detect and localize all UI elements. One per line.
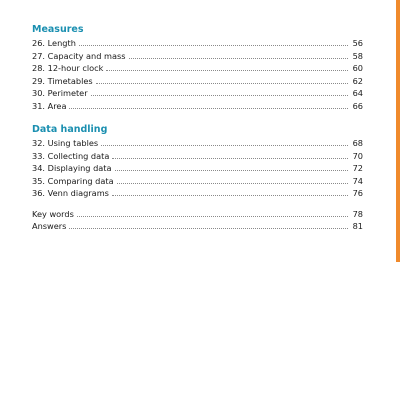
toc-entry-capacity-and-mass[interactable] [32, 50, 363, 63]
dot-leader [69, 108, 348, 109]
toc-entry-length[interactable] [32, 37, 363, 50]
page-edge-band [396, 0, 400, 262]
toc-entry-label: 32. Using tables [32, 138, 99, 148]
toc-page-number: 58 [352, 50, 363, 61]
toc-entry-comparing-data[interactable] [32, 175, 363, 188]
toc-entry-label: 31. Area [32, 100, 67, 111]
dot-leader [101, 145, 348, 146]
toc-entry-label: 27. Capacity and mass [32, 50, 126, 61]
table-of-contents [32, 20, 363, 233]
toc-page-number: 60 [352, 63, 363, 73]
toc-entry-perimeter[interactable] [32, 87, 363, 100]
toc-page-number: 74 [352, 175, 363, 186]
toc-page-number: 81 [352, 221, 363, 231]
toc-entry-label: 36. Venn diagrams [32, 188, 109, 198]
dot-leader [91, 95, 348, 96]
section-heading-data-handling: Data handling [32, 124, 108, 135]
toc-page-number: 76 [352, 188, 363, 198]
toc-entry-label: 26. Length [32, 38, 76, 48]
toc-entry-label: 30. Perimeter [32, 88, 88, 98]
toc-entry-label: Answers [32, 221, 67, 231]
toc-page-number: 56 [352, 38, 363, 48]
toc-entry-label: 35. Comparing data [32, 175, 114, 186]
toc-page-number: 66 [352, 100, 363, 111]
dot-leader [96, 83, 348, 84]
section-spacer [32, 200, 363, 208]
dot-leader [112, 195, 348, 196]
dot-leader [112, 158, 348, 159]
toc-entry-label: 33. Collecting data [32, 150, 110, 161]
toc-entry-using-tables[interactable] [32, 137, 363, 150]
toc-entry-label: 34. Displaying data [32, 163, 112, 173]
dot-leader [117, 183, 348, 184]
dot-leader [77, 216, 348, 217]
toc-entry-label: Key words [32, 208, 74, 219]
toc-page-number: 64 [352, 88, 363, 98]
toc-entry-venn-diagrams[interactable] [32, 187, 363, 200]
toc-page-number: 70 [352, 150, 363, 161]
dot-leader [106, 70, 348, 71]
dot-leader [69, 228, 348, 229]
toc-page-number: 72 [352, 163, 363, 173]
dot-leader [115, 170, 348, 171]
toc-entry-12-hour-clock[interactable] [32, 62, 363, 75]
toc-entry-displaying-data[interactable] [32, 162, 363, 175]
toc-entry-label: 28. 12-hour clock [32, 63, 104, 73]
toc-entry-collecting-data[interactable] [32, 150, 363, 163]
toc-entry-answers[interactable] [32, 220, 363, 233]
toc-entry-key-words[interactable] [32, 208, 363, 221]
toc-entry-area[interactable] [32, 100, 363, 113]
section-heading-measures: Measures [32, 24, 84, 35]
toc-entry-timetables[interactable] [32, 75, 363, 88]
dot-leader [129, 58, 348, 59]
dot-leader [79, 45, 348, 46]
toc-entry-label: 29. Timetables [32, 75, 93, 86]
toc-page-number: 68 [352, 138, 363, 148]
toc-page-number: 78 [352, 208, 363, 219]
toc-page-number: 62 [352, 75, 363, 86]
